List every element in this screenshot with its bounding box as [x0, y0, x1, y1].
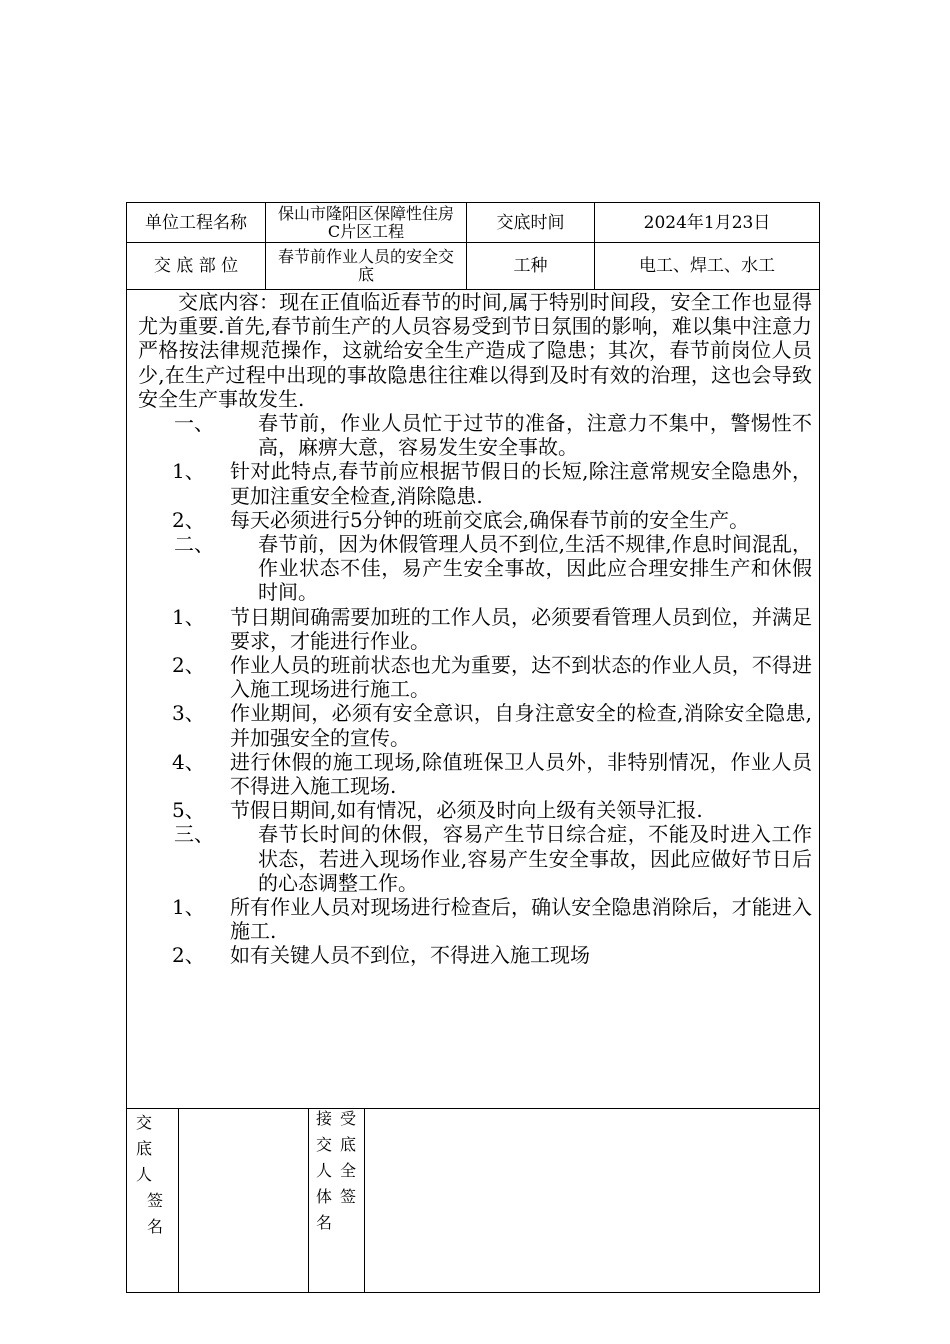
list-item [138, 798, 812, 822]
item-number: 2、 [172, 653, 205, 678]
list-item [138, 508, 812, 532]
intro-paragraph: 交底内容：现在正值临近春节的时间,属于特别时间段，安全工作也显得尤为重要.首先,春节前生产的人员容易受到节日氛围的影响，难以集中注意力严格按法律规范操作，这就给安全生产造成了隐患；其次，春节前岗位人员少,在生产过程中出现的事故隐患往往难以得到及时有效的治理，这也会导致安全生产事故发生. [138, 290, 812, 411]
item-text: 作业人员的班前状态也尤为重要，达不到状态的作业人员，不得进入施工现场进行施工。 [230, 653, 812, 702]
list-item [138, 701, 812, 749]
section-1 [138, 411, 812, 459]
label-char: 接 [315, 1109, 332, 1128]
list-item [138, 653, 812, 701]
label-char: 签 [146, 1191, 163, 1210]
unit-name-label: 单位工程名称 [145, 212, 247, 233]
item-number: 3、 [172, 701, 205, 726]
trade-value: 电工、焊工、水工 [639, 256, 775, 276]
time-value: 2024年1月23日 [643, 212, 771, 233]
part-value: 春节前作业人员的安全交底 [277, 247, 454, 284]
label-char: 全 [339, 1161, 356, 1180]
receiver-signature-field[interactable] [365, 1109, 819, 1292]
unit-name-value: 保山市隆阳区保障性住房C片区工程 [277, 203, 454, 241]
list-item [138, 895, 812, 943]
list-item [138, 943, 812, 967]
time-label: 交底时间 [496, 212, 565, 233]
list-item [138, 750, 812, 798]
item-number: 1、 [172, 459, 205, 484]
section-number: 一、 [174, 411, 214, 436]
section-text: 春节长时间的休假，容易产生节日综合症，不能及时进入工作状态，若进入现场作业,容易产生安全事故，因此应做好节日后的心态调整工作。 [258, 822, 812, 895]
item-text: 进行休假的施工现场,除值班保卫人员外，非特别情况，作业人员不得进入施工现场. [230, 749, 812, 799]
label-char: 名 [315, 1213, 332, 1232]
label-char: 受 [339, 1109, 356, 1128]
disclosure-content [138, 290, 812, 968]
list-item [138, 605, 812, 653]
section-text: 春节前，因为休假管理人员不到位,生活不规律,作息时间混乱，作业状态不佳，易产生安全事故，因此应合理安排生产和休假时间。 [258, 532, 812, 605]
item-text: 针对此特点,春节前应根据节假日的长短,除注意常规安全隐患外，更加注重安全检查,消除隐患. [230, 459, 812, 508]
item-number: 2、 [172, 943, 205, 968]
item-number: 4、 [172, 749, 205, 774]
label-char: 体 [315, 1187, 332, 1206]
item-text: 如有关键人员不到位，不得进入施工现场 [230, 943, 590, 968]
item-number: 1、 [172, 604, 205, 629]
section-number: 三、 [174, 822, 214, 847]
discloser-signature-label [132, 1110, 172, 1240]
section-2 [138, 532, 812, 605]
trade-label: 工种 [513, 256, 548, 276]
receiver-signature-label-col1 [314, 1106, 334, 1236]
receiver-signature-label-col2 [338, 1106, 358, 1210]
label-char: 签 [339, 1187, 356, 1206]
item-number: 2、 [172, 507, 205, 532]
discloser-signature-field[interactable] [179, 1109, 307, 1292]
part-label: 交 底 部 位 [153, 256, 239, 276]
item-text: 每天必须进行5分钟的班前交底会,确保春节前的安全生产。 [230, 507, 750, 532]
item-text: 节假日期间,如有情况，必须及时向上级有关领导汇报. [230, 798, 703, 823]
label-char: 名 [146, 1217, 163, 1236]
section-text: 春节前，作业人员忙于过节的准备，注意力不集中，警惕性不高，麻痹大意，容易发生安全事故。 [258, 411, 812, 460]
item-number: 5、 [172, 798, 205, 823]
label-char: 人 [315, 1161, 332, 1180]
item-number: 1、 [172, 895, 205, 920]
section-number: 二、 [174, 532, 214, 557]
label-char: 交 [136, 1113, 153, 1132]
column-divider [308, 1108, 309, 1293]
label-char: 人 [136, 1165, 153, 1184]
item-text: 作业期间，必须有安全意识，自身注意安全的检查,消除安全隐患,并加强安全的宣传。 [230, 701, 812, 750]
label-char: 底 [339, 1135, 356, 1154]
label-char: 底 [136, 1139, 153, 1158]
section-3 [138, 822, 812, 895]
item-text: 节日期间确需要加班的工作人员，必须要看管理人员到位，并满足要求，才能进行作业。 [230, 604, 812, 653]
list-item [138, 459, 812, 507]
label-char: 交 [315, 1135, 332, 1154]
item-text: 所有作业人员对现场进行检查后，确认安全隐患消除后，才能进入施工. [230, 895, 812, 944]
